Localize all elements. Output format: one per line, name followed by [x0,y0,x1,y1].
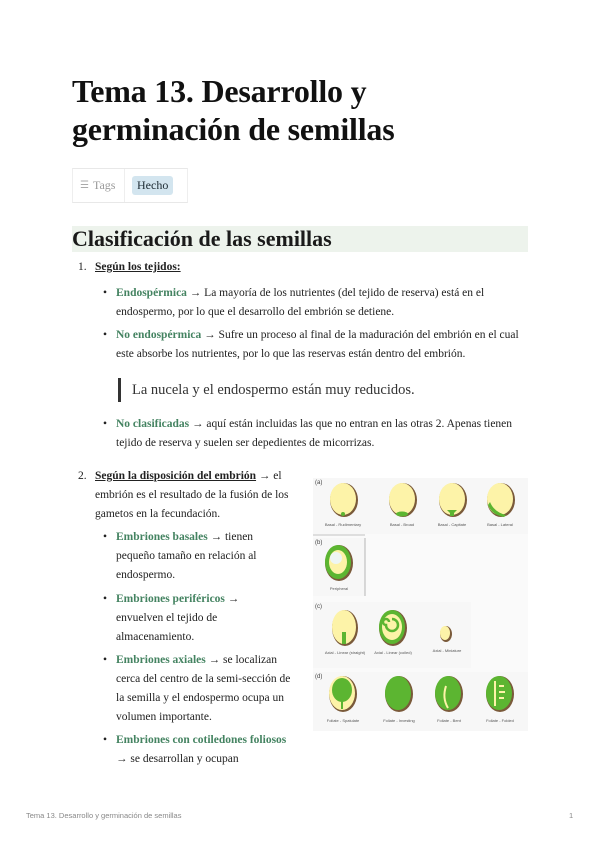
footer-title: Tema 13. Desarrollo y germinación de semillas [26,811,182,820]
bullet-item [116,590,266,647]
bullet-text: tienen pequeño tamaño en relación al endospermo. [116,531,257,581]
blockquote: La nucela y el endospermo están muy reducidos. [118,378,415,402]
bullet-text: se desarrollan y ocupan [130,753,239,765]
figure-caption: Basal - Broad [389,522,415,527]
arrow: → [208,654,221,666]
bullet-item [116,651,291,727]
list-item-title: Según la disposición del embrión [95,470,257,482]
figure-caption: Axial - Linear (straight) [324,650,366,655]
bullet-item [116,731,291,769]
figure-caption: Foliate - Bent [437,718,461,723]
list-item-text: el embrión es el resultado de la fusión de los gametos en la fecundación. [95,470,289,520]
bullet-text: se localizan cerca del centro de la semi-sección de la semilla y el endospermo ocupa un volumen importante. [116,654,291,723]
panel-label: (c) [315,604,322,610]
page-number: 1 [569,811,574,820]
list-number: 1. [78,261,87,273]
bullet-term: Embriones con cotiledones foliosos [116,734,287,746]
bullet-term: No clasificadas [116,418,190,430]
figure-caption: Foliate - Investing [383,718,415,723]
figure-caption: Axial - Linear (coiled) [374,650,412,655]
arrow: → [116,753,128,765]
arrow: → [258,470,271,482]
bullet-term: No endospérmica [116,329,202,341]
seed-diagram-illustration [313,478,528,731]
panel-label: (d) [315,674,323,680]
bullet-item [116,326,521,364]
section-heading: Clasificación de las semillas [72,226,528,252]
arrow: → [192,418,204,430]
bullet-term: Endospérmica [116,287,187,299]
properties-row [72,168,188,203]
arrow: → [204,329,216,341]
figure-caption: Basal - Rudimentary [324,522,362,527]
bullet-item [116,415,516,453]
bullet-text: La mayoría de los nutrientes (del tejido de reserva) está en el endospermo, por lo que el desarrollo del embrión se detiene. [116,287,485,318]
bullet-term: Embriones basales [116,531,208,543]
arrow: → [210,531,223,543]
bullet-text: envuelven el tejido de almacenamiento. [116,612,218,643]
figure-caption: Peripheral [329,586,349,591]
arrow: → [189,287,202,299]
panel-label: (a) [315,480,323,486]
bullet-text: Sufre un proceso al final de la maduración del embrión en el cual este absorbe los nutrientes, por lo que las reservas están dentro del embrión. [116,329,519,360]
bullet-term: Embriones axiales [116,654,206,666]
figure-caption: Foliate - Spatulate [326,718,360,723]
panel-label: (b) [315,540,323,546]
tags-property-label [73,169,125,202]
figure-caption: Foliate - Folded [486,718,514,723]
figure-caption: Axial - Miniature [432,648,462,653]
list-item-body [95,467,295,524]
list-item-title: Según los tejidos: [95,261,181,273]
figure-caption: Basal - Capitate [437,522,467,527]
tag-badge[interactable]: Hecho [132,176,173,195]
list-number: 2. [78,470,87,482]
tags-label: Tags [92,178,116,192]
embryo-types-figure [313,478,528,731]
arrow: → [227,593,240,605]
bullet-text: aquí están incluidas las que no entran en las otras 2. Apenas tienen tejido de reserva y suelen ser depedientes de micorrizas. [116,418,513,449]
page-title: Tema 13. Desarrollo y germinación de semillas [72,73,395,147]
bullet-item [116,284,516,322]
figure-caption: Basal - Lateral [487,522,513,527]
list-icon: ☰ [80,180,89,191]
bullet-term: Embriones periféricos [116,593,225,605]
bullet-item [116,528,286,585]
